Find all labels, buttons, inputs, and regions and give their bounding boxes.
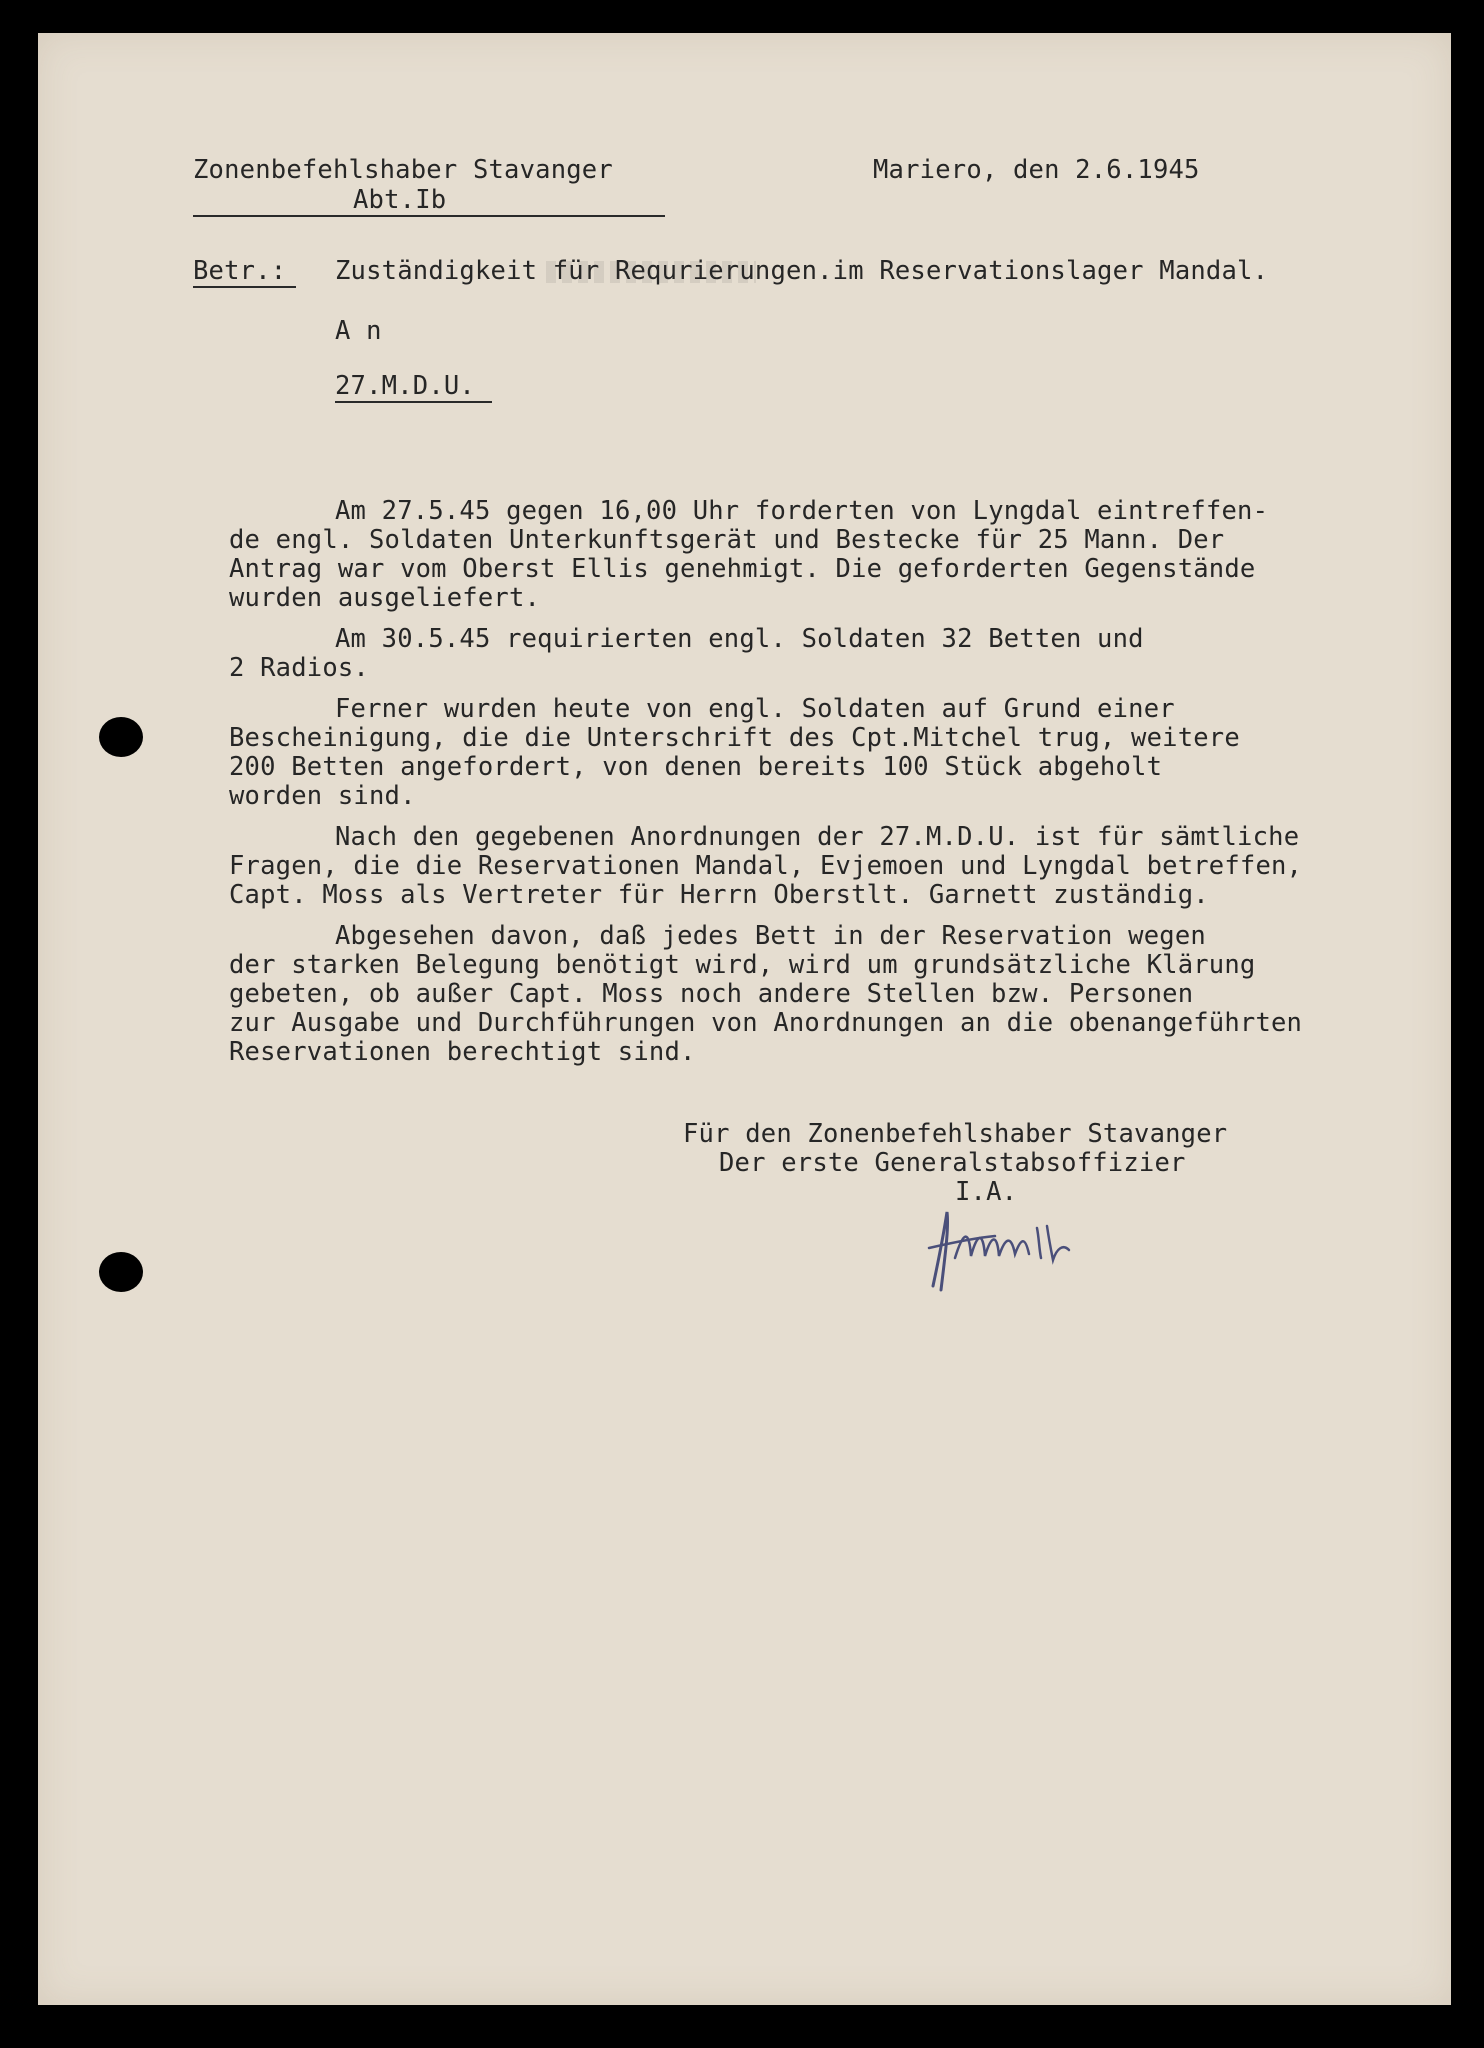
handwritten-signature	[925, 1198, 1135, 1298]
subject-label: Betr.:	[193, 256, 287, 286]
punch-hole-bottom	[99, 1252, 143, 1292]
body-line: wurden ausgeliefert.	[229, 583, 541, 613]
body-line: Reservationen berechtigt sind.	[229, 1037, 696, 1067]
body-line: de engl. Soldaten Unterkunftsgerät und Bestecke für 25 Mann. Der	[229, 525, 1225, 555]
closing-line-3: I.A.	[955, 1177, 1018, 1207]
recipient-underline	[335, 401, 492, 403]
body-line: Ferner wurden heute von engl. Soldaten auf Grund einer	[335, 694, 1175, 724]
body-line: worden sind.	[229, 781, 416, 811]
body-line: Am 27.5.45 gegen 16,00 Uhr forderten von Lyngdal eintreffen-	[335, 496, 1269, 526]
recipient-prefix: A n	[335, 316, 382, 346]
body-line: Bescheinigung, die die Unterschrift des Cpt.Mitchel trug, weitere	[229, 723, 1240, 753]
body-paragraph	[229, 497, 1268, 613]
punch-hole-top	[99, 717, 143, 757]
sender-line-1: Zonenbefehlshaber Stavanger	[193, 155, 613, 185]
body-paragraph	[229, 922, 1302, 1067]
place-date: Mariero, den 2.6.1945	[873, 155, 1200, 185]
subject-text: Zuständigkeit für Requrierungen.im Reservationslager Mandal.	[335, 256, 1269, 286]
subject-label-underline	[193, 286, 296, 288]
body-line: Capt. Moss als Vertreter für Herrn Oberstlt. Garnett zuständig.	[229, 880, 1209, 910]
closing-line-2: Der erste Generalstabsoffizier	[719, 1148, 1186, 1178]
body-line: Fragen, die die Reservationen Mandal, Evjemoen und Lyngdal betreffen,	[229, 851, 1303, 881]
body-line: 2 Radios.	[229, 653, 369, 683]
body-line: der starken Belegung benötigt wird, wird um grundsätzliche Klärung	[229, 950, 1256, 980]
closing-line-1: Für den Zonenbefehlshaber Stavanger	[683, 1119, 1228, 1149]
body-line: Abgesehen davon, daß jedes Bett in der Reservation wegen	[335, 921, 1206, 951]
recipient-name: 27.M.D.U.	[335, 371, 475, 401]
body-line: 200 Betten angefordert, von denen bereits 100 Stück abgeholt	[229, 752, 1163, 782]
body-paragraph	[229, 695, 1240, 811]
body-line: zur Ausgabe und Durchführungen von Anordnungen an die obenangeführten	[229, 1008, 1303, 1038]
body-paragraph	[229, 625, 1144, 683]
body-paragraph	[229, 823, 1302, 910]
body-line: Antrag war vom Oberst Ellis genehmigt. Die geforderten Gegenstände	[229, 554, 1256, 584]
sender-underline	[193, 215, 665, 217]
body-line: gebeten, ob außer Capt. Moss noch andere Stellen bzw. Personen	[229, 979, 1194, 1009]
sender-line-2: Abt.Ib	[353, 185, 447, 215]
body-line: Nach den gegebenen Anordnungen der 27.M.D.U. ist für sämtliche	[335, 822, 1300, 852]
body-line: Am 30.5.45 requirierten engl. Soldaten 32 Betten und	[335, 624, 1144, 654]
